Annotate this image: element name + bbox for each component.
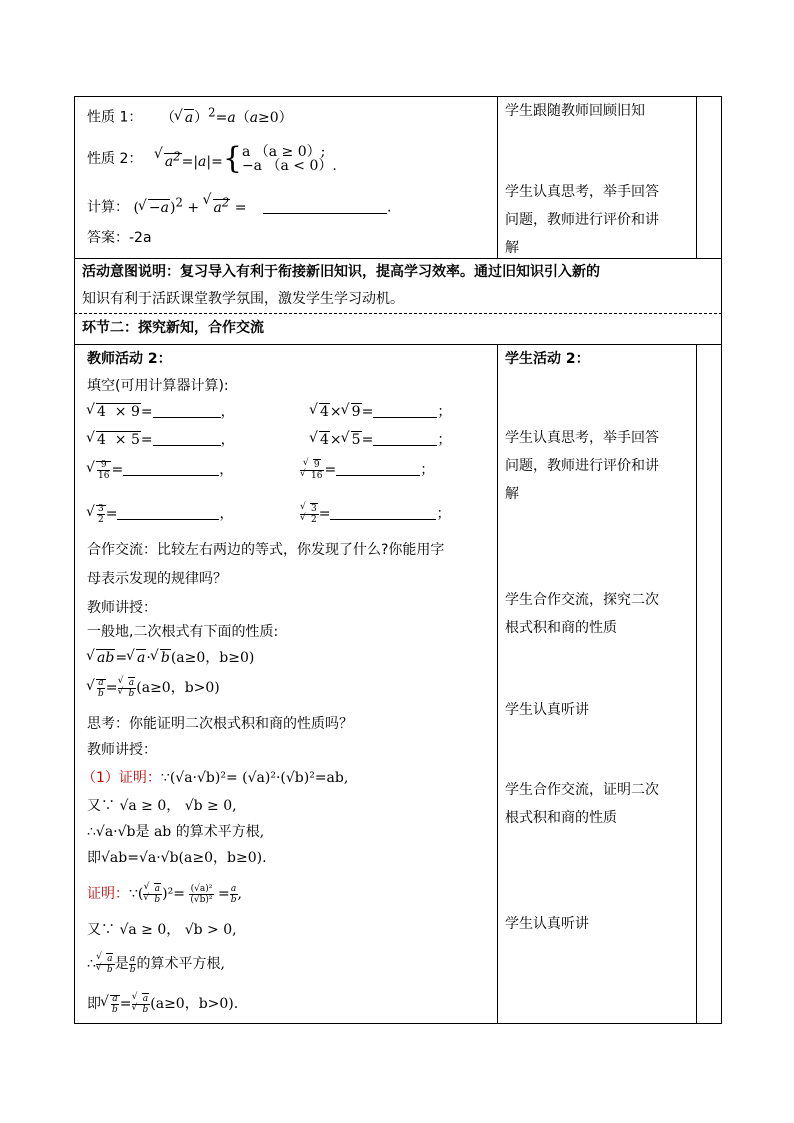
condition: (a≥0，b>0) <box>136 680 220 696</box>
punct: ， <box>219 462 234 478</box>
case-2: −a （a < 0）. <box>241 157 337 174</box>
teacher-explain-2: 教师讲授： <box>87 742 157 758</box>
student-listen-2: 学生认真听讲 <box>505 916 589 932</box>
fill-row-2-right: √ 4×√ 5= ； <box>310 428 451 452</box>
condition: (a≥0，b>0). <box>150 996 239 1012</box>
text-line: 根式积和商的性质 <box>505 810 617 826</box>
text-line: 学生认真思考，举手回答 <box>505 430 659 446</box>
punct: ， <box>220 432 235 448</box>
calc-label: 计算： <box>87 199 129 216</box>
blank[interactable] <box>123 475 219 476</box>
intent-line-2: 知识有利于活跃课堂教学氛围，激发学生学习动机。 <box>82 291 404 307</box>
punct: ， <box>220 404 235 420</box>
proof-2-body: ∵( √ a √ b )²= $\frac{\text{(√a)²}}{\text{(√b)²}}$ = $\frac{a}{b}$ , <box>129 886 242 902</box>
punct: ， <box>219 506 234 522</box>
teacher-explain: 教师讲授： <box>87 600 157 616</box>
property-1-label: 性质 1： <box>87 109 143 126</box>
student-activity-title: 学生活动 2： <box>505 351 590 367</box>
fill-row-1-left: √ 4 × 9= ， <box>87 400 235 424</box>
activity-intent <box>82 259 600 313</box>
teacher-activity-title: 教师活动 2： <box>87 351 172 367</box>
discussion <box>87 536 444 594</box>
condition: (a≥0，b≥0) <box>170 650 255 666</box>
student-prove <box>505 776 659 832</box>
fill-row-3-right: √ 9 √ 16 = ； <box>300 458 434 482</box>
answer: 答案：-2a <box>87 230 152 246</box>
blank[interactable] <box>373 417 437 418</box>
calc-expr: (√ −a)$^2$ + √ $a^2$ = <box>133 200 251 216</box>
text-line: 学生合作交流，探究二次 <box>505 592 659 608</box>
proof-2-also: 又∵ √a ≥ 0， √b > 0, <box>87 922 237 938</box>
proof-1-also: 又∵ √a ≥ 0， √b ≥ 0, <box>87 798 237 814</box>
proof-2-label: 证明： <box>87 886 129 902</box>
blank[interactable] <box>153 445 221 446</box>
blank[interactable] <box>330 519 436 520</box>
text-line: 学生合作交流，证明二次 <box>505 782 659 798</box>
text-line: 学生认真思考，举手回答 <box>505 184 659 200</box>
text-line: 根式积和商的性质 <box>505 620 617 636</box>
punct: ； <box>437 432 452 448</box>
text-line: 问题，教师进行评价和讲 <box>505 458 659 474</box>
case-1: a （a ≥ 0）; <box>241 143 326 160</box>
property-multiply: √ ab=√ a·√ b(a≥0，b≥0) <box>87 646 254 670</box>
property-1 <box>87 100 293 130</box>
student-cooperate <box>505 586 659 642</box>
property-divide: √ $\frac{a}{b}$ = √ a √ b (a≥0，b>0) <box>87 676 220 700</box>
student-think <box>505 424 659 508</box>
fill-row-4-left: √ $\frac{3}{2}$ = ， <box>87 502 233 526</box>
text-line: 解 <box>505 486 519 502</box>
column-divider <box>696 344 697 1024</box>
proof-1-therefore: ∴√a·√b是 ab 的算术平方根, <box>87 824 265 840</box>
row-divider <box>74 313 722 314</box>
think-question: 思考：你能证明二次根式积和商的性质吗？ <box>87 716 353 732</box>
fill-row-2-left: √ 4 × 5= ， <box>87 428 235 452</box>
text-line: 问题，教师进行评价和讲 <box>505 212 659 228</box>
column-divider <box>696 96 697 258</box>
text-line: 解 <box>505 240 519 256</box>
column-divider <box>497 96 498 258</box>
section-title: 环节二：探究新知，合作交流 <box>82 320 264 336</box>
blank[interactable] <box>117 519 219 520</box>
proof-1-label: （1）证明： <box>82 770 161 786</box>
calc-tail: . <box>386 199 392 216</box>
blank[interactable] <box>336 475 420 476</box>
fill-prompt: 填空(可用计算器计算): <box>87 378 229 394</box>
property-1-expr: （√ a）$^2$=a（a≥0） <box>161 110 293 126</box>
proof-1 <box>82 766 348 790</box>
row-divider <box>74 344 722 345</box>
fill-row-1-right: √ 4×√ 9= ； <box>310 400 451 424</box>
fill-row-4-right: √ 3 √ 2 = ； <box>300 502 450 526</box>
proof-1-conclude: 即√ab=√a·√b(a≥0，b≥0). <box>87 850 267 866</box>
punct: ； <box>436 506 451 522</box>
property-2-label: 性质 2： <box>87 150 143 167</box>
intent-line-1 <box>82 259 600 286</box>
text-line: 合作交流：比较左右两边的等式，你发现了什么?你能用字 <box>87 542 445 558</box>
property-2 <box>87 140 337 176</box>
brace-icon: { <box>222 140 242 176</box>
intent-line-1-text: 活动意图说明：复习导入有利于衔接新旧知识，提高学习效率。通过旧知识引入新的 <box>82 264 600 280</box>
property-2-lhs: √ $a^2=|a|=$ <box>155 154 223 170</box>
therefore-tail: 的算术平方根, <box>136 956 225 972</box>
text-line: 母表示发现的规律吗？ <box>87 571 227 587</box>
student-think-intro <box>505 178 659 262</box>
calc-blank[interactable] <box>263 213 387 214</box>
blank[interactable] <box>153 417 221 418</box>
proof-2-conclude: 即 √ $\frac{a}{b}$ = √ a √ b (a≥0，b>0). <box>87 992 238 1016</box>
proof-2 <box>87 882 242 906</box>
student-review: 学生跟随教师回顾旧知 <box>505 103 645 119</box>
calc-line <box>87 190 391 220</box>
fill-row-3-left: √ $\frac{9}{16}$ = ， <box>87 458 233 482</box>
proof-1-body: ∵(√a·√b)²= (√a)²·(√b)²=ab, <box>160 770 349 786</box>
punct: ； <box>420 462 435 478</box>
blank[interactable] <box>373 445 437 446</box>
punct: ； <box>437 404 452 420</box>
general-statement: 一般地,二次根式有下面的性质: <box>87 624 279 640</box>
student-listen: 学生认真听讲 <box>505 702 589 718</box>
proof-2-therefore: ∴ √ a √ b 是 $\frac{a}{b}$ 的算术平方根, <box>87 952 225 976</box>
column-divider <box>497 344 498 1024</box>
property-2-cases <box>242 145 337 173</box>
